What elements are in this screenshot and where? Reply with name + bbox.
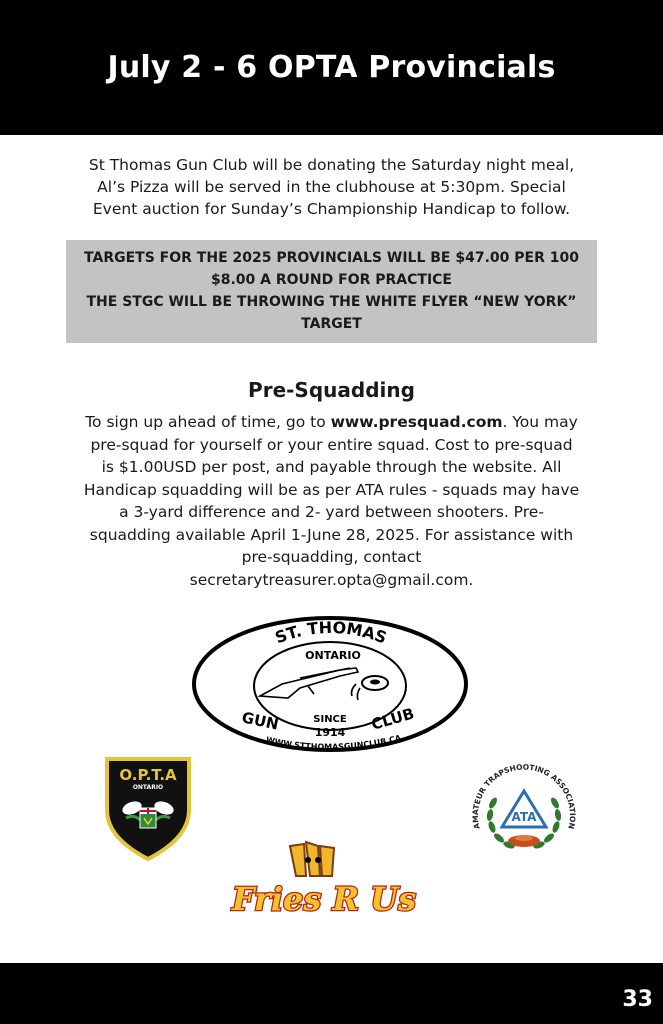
presquad-line: is $1.00USD per post, and payable through the website. All	[101, 458, 562, 476]
clay-target-icon	[508, 835, 540, 847]
opta-logo	[104, 756, 192, 862]
opta-title-text: O.P.T.A	[119, 766, 177, 784]
targets-line: TARGETS FOR THE 2025 PROVINCIALS WILL BE $47.00 PER 100	[84, 250, 579, 266]
ata-mark-text: ATA	[511, 810, 537, 824]
ata-ring-text: AMATEUR TRAPSHOOTING ASSOCIATION	[470, 762, 578, 830]
presquad-line: Handicap squadding will be as per ATA rules - squads may have	[83, 480, 580, 499]
intro-line: Al’s Pizza will be served in the clubhouse at 5:30pm. Special	[97, 178, 566, 196]
presquad-line	[70, 411, 593, 434]
opta-sub-text: ONTARIO	[132, 784, 164, 791]
page-footer	[0, 963, 663, 1024]
presquad-email[interactable]: secretarytreasurer.opta@gmail.com.	[189, 570, 474, 589]
fries-r-us-logo	[226, 838, 422, 928]
ata-logo	[466, 755, 582, 871]
stgc-url-text: WWW.STTHOMASGUNCLUB.CA	[265, 733, 402, 752]
fries-logo-text: Fries R Us	[231, 880, 417, 918]
ontario-crest-icon	[140, 808, 156, 828]
stgc-logo	[190, 612, 470, 764]
targets-line: $8.00 A ROUND FOR PRACTICE	[211, 272, 452, 288]
page-header	[0, 0, 663, 135]
presquad-line-rest: . You may	[502, 413, 578, 431]
page-number: 33	[622, 987, 653, 1012]
fries-mascot-icon	[290, 842, 334, 876]
stgc-year-text: 1914	[314, 726, 346, 739]
stgc-sub-text: ONTARIO	[305, 649, 361, 662]
presquad-link[interactable]: www.presquad.com	[330, 413, 503, 431]
stgc-right-text: CLUB	[369, 704, 417, 734]
ata-triangle-icon	[502, 791, 546, 827]
intro-paragraph	[60, 154, 603, 220]
presquad-line: pre-squad for yourself or your entire squad. Cost to pre-squad	[90, 435, 573, 454]
presquad-line: squadding available April 1-June 28, 2025. For assistance with	[89, 525, 574, 544]
intro-line: St Thomas Gun Club will be donating the Saturday night meal,	[88, 156, 575, 174]
presquad-paragraph	[70, 411, 593, 591]
presquad-intro-text: To sign up ahead of time, go to	[85, 413, 331, 431]
intro-line: Event auction for Sunday’s Championship Handicap to follow.	[92, 200, 571, 218]
targets-line: TARGET	[301, 316, 362, 332]
targets-notice-box	[66, 240, 597, 343]
stgc-since-text: SINCE	[313, 714, 347, 725]
stgc-left-text: GUN	[240, 708, 281, 734]
presquad-line: pre-squadding, contact	[241, 548, 422, 566]
page-title: July 2 - 6 OPTA Provincials	[107, 50, 556, 85]
targets-line: THE STGC WILL BE THROWING THE WHITE FLYER “NEW YORK”	[86, 294, 577, 310]
presquad-line: a 3-yard difference and 2- yard between shooters. Pre-	[119, 503, 544, 521]
presquad-heading: Pre-Squadding	[248, 378, 415, 402]
stgc-top-text: ST. THOMAS	[272, 617, 390, 648]
